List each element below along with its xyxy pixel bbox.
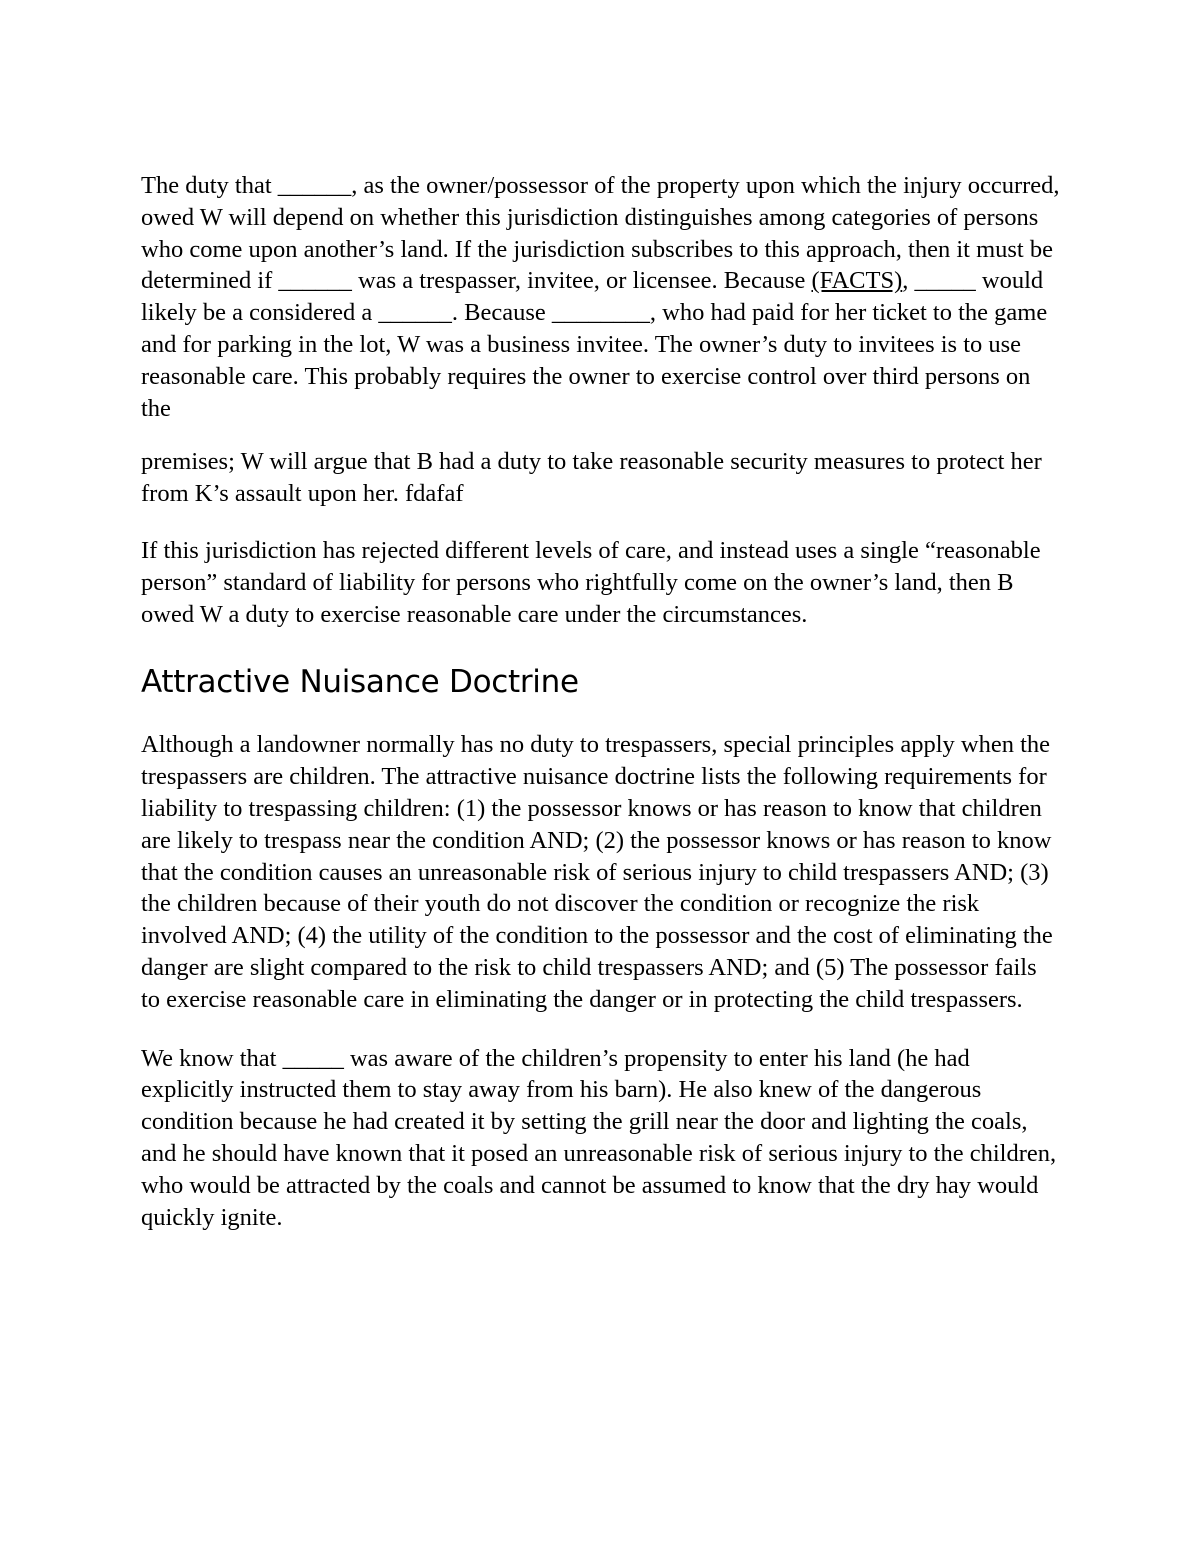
paragraph-security-measures: premises; W will argue that B had a duty to take reasonable security measures to protect her from K’s assault upon her. fdafaf bbox=[141, 448, 1042, 508]
paragraph-application: We know that _____ was aware of the children’s propensity to enter his land (he had explicitly instructed them to stay away from his barn). He also knew of the dangerous condition because he had created it by setting the grill near the door and lighting the coals, and he should have known that it posed an unreasonable risk of serious injury to the children, who would be attracted by the coals and cannot be assumed to know that the dry hay would quickly ignite. bbox=[141, 1044, 1057, 1231]
paragraph-reasonable-person: If this jurisdiction has rejected different levels of care, and instead uses a single “reasonable person” standard of liability for persons who rightfully come on the owner’s land, then B owed W a duty to exercise reasonable care under the circumstances. bbox=[141, 536, 1041, 628]
section-heading: Attractive Nuisance Doctrine bbox=[141, 664, 579, 701]
paragraph-text: , _____ would likely be a considered a ______. Because ________, who had paid for her ticket to the game and for parking in the lot, W was a business invitee. The owner’s duty to invitees is to use reasonable care. This probably requires the owner to exercise control over third persons on the bbox=[141, 267, 1048, 422]
document-page bbox=[141, 170, 1061, 1233]
facts-link: (FACTS) bbox=[811, 267, 903, 295]
paragraph-doctrine-requirements: Although a landowner normally has no duty to trespassers, special principles apply when the trespassers are children. The attractive nuisance doctrine lists the following requirements for liability to trespassing children: (1) the possessor knows or has reason to know that children are likely to trespass near the condition AND; (2) the possessor knows or has reason to know that the condition causes an unreasonable risk of serious injury to child trespassers AND; (3) the children because of their youth do not discover the condition or recognize the risk involved AND; (4) the utility of the condition to the possessor and the cost of eliminating the danger are slight compared to the risk to child trespassers AND; and (5) The possessor fails to exercise reasonable care in eliminating the danger or in protecting the child trespassers. bbox=[141, 731, 1053, 1013]
paragraph-duty-owed bbox=[141, 170, 1061, 424]
paragraph-text: The duty that ______, as the owner/possessor of the property upon which the injury occurred, owed W will depend on whether this jurisdiction distinguishes among categories of persons who come upon another’s land. If the jurisdiction subscribes to this approach, then it must be determined if ______ was a trespasser, invitee, or licensee. Because bbox=[141, 172, 1060, 295]
